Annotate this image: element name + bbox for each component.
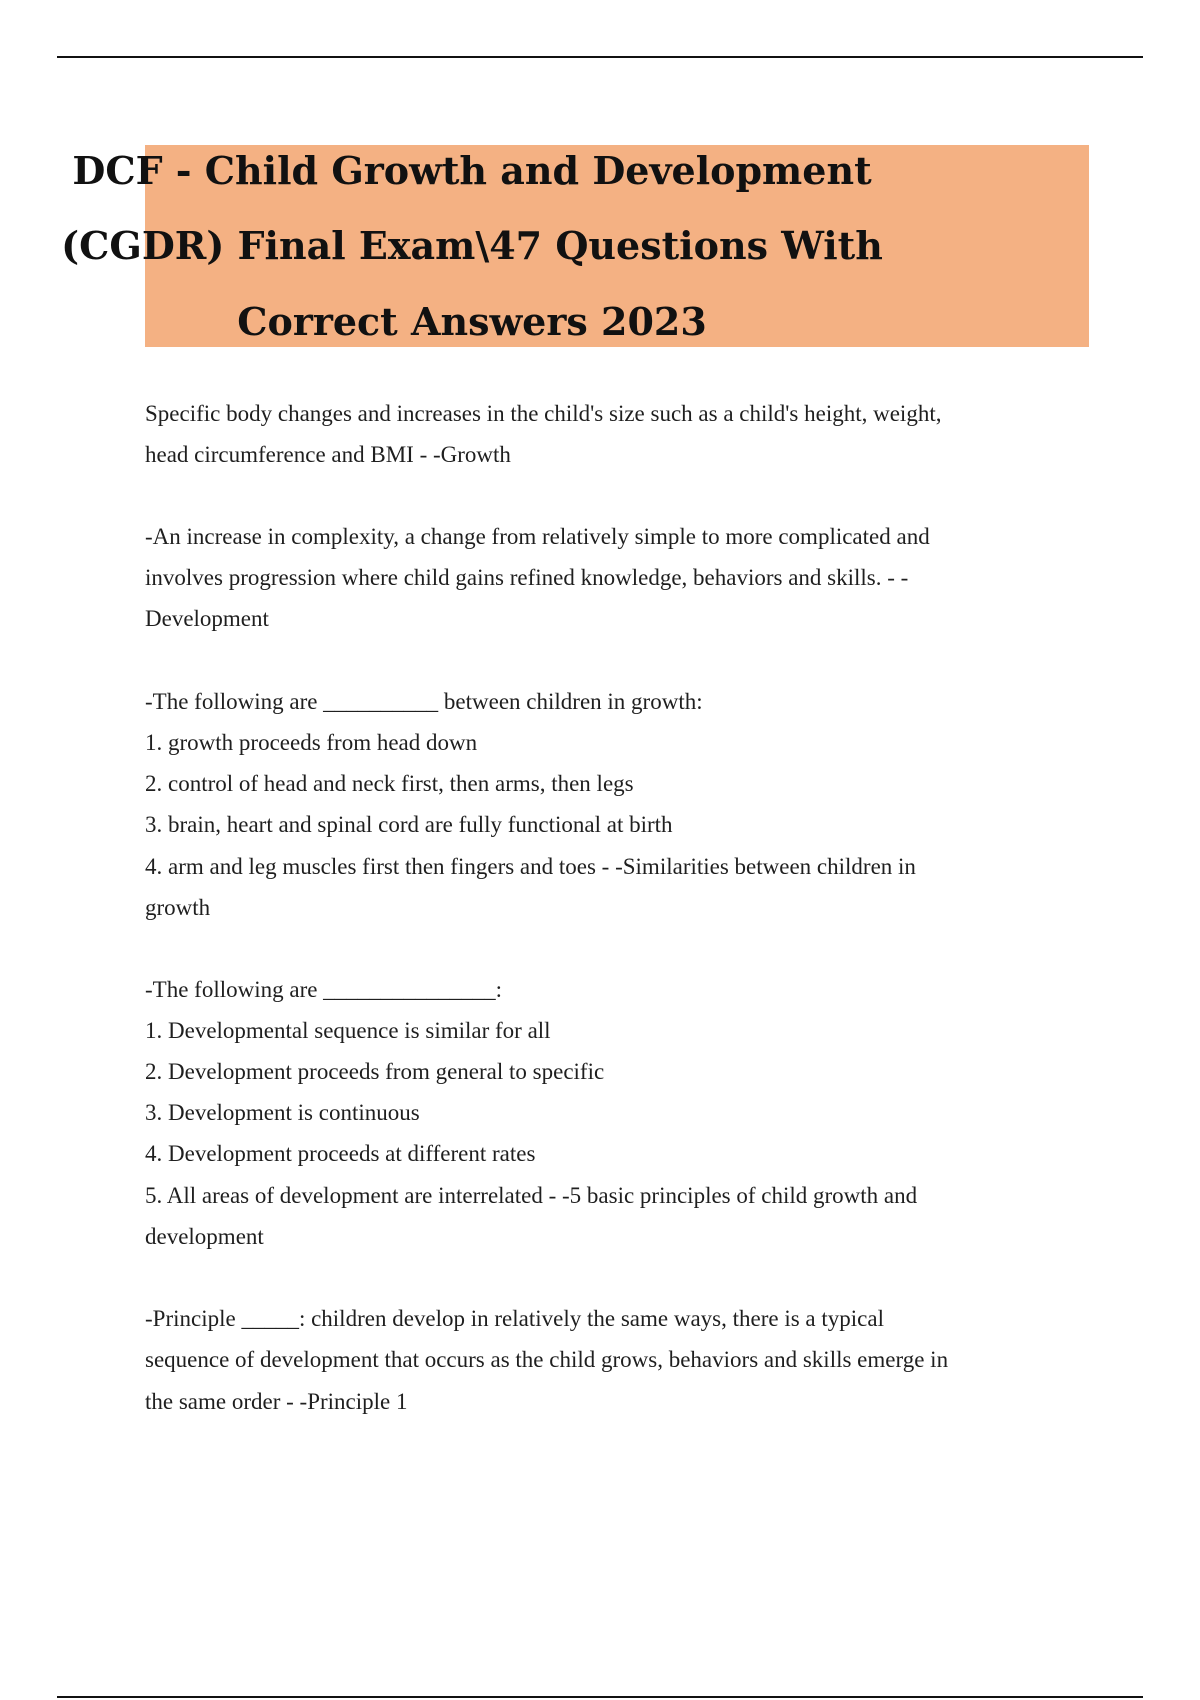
list-item: 5. All areas of development are interrelated - -5 basic principles of child growth and: [145, 1183, 918, 1208]
list-item: 3. brain, heart and spinal cord are fully functional at birth: [145, 812, 673, 837]
bottom-rule: [57, 1696, 1143, 1698]
title-line-1: DCF - Child Growth and Development: [72, 148, 872, 193]
list-item: 4. arm and leg muscles first then fingers and toes - -Similarities between children in: [145, 854, 916, 879]
list-item: 1. Developmental sequence is similar for all: [145, 1018, 551, 1043]
list-item: 3. Development is continuous: [145, 1100, 420, 1125]
list-item: 1. growth proceeds from head down: [145, 730, 478, 755]
text-line: -An increase in complexity, a change from relatively simple to more complicated and: [145, 524, 930, 549]
list-item: 2. Development proceeds from general to specific: [145, 1059, 605, 1084]
text-line: -The following are _______________:: [145, 977, 503, 1002]
top-rule: [57, 56, 1143, 58]
text-line: sequence of development that occurs as the child grows, behaviors and skills emerge in: [145, 1347, 949, 1372]
list-item: 4. Development proceeds at different rates: [145, 1141, 536, 1166]
text-line: development: [145, 1224, 264, 1249]
text-line: -The following are __________ between children in growth:: [145, 689, 703, 714]
text-line: Development: [145, 606, 269, 631]
text-line: the same order - -Principle 1: [145, 1389, 408, 1414]
text-line: -Principle _____: children develop in relatively the same ways, there is a typical: [145, 1306, 884, 1331]
list-item: 2. control of head and neck first, then arms, then legs: [145, 771, 634, 796]
text-line: head circumference and BMI - -Growth: [145, 442, 511, 467]
title-line-3: Correct Answers 2023: [237, 299, 707, 344]
text-line: Specific body changes and increases in the child's size such as a child's height, weight,: [145, 401, 942, 426]
title-line-2: (CGDR) Final Exam\47 Questions With: [61, 223, 883, 268]
text-line: involves progression where child gains refined knowledge, behaviors and skills. - -: [145, 565, 909, 590]
text-line: growth: [145, 895, 211, 920]
